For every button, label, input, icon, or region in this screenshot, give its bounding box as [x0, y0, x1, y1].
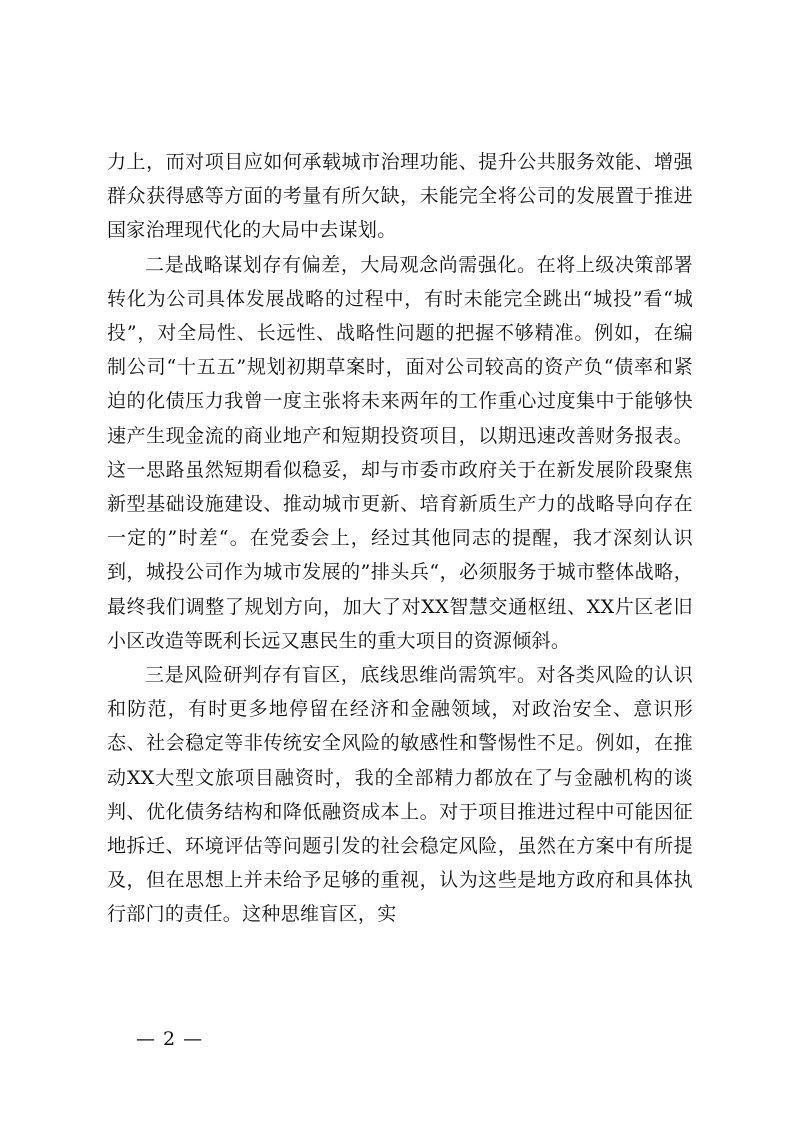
page-number: — 2 — — [136, 1028, 204, 1050]
paragraph-risk-assessment: 三是风险研判存有盲区，底线思维尚需筑牢。对各类风险的认识和防范，有时更多地停留在经济和金融领域，对政治安全、意识形态、社会稳定等非传统安全风险的敏感性和警惕性不足。例如，在推动XX大型文旅项目融资时，我的全部精力都放在了与金融机构的谈判、优化债务结构和降低融资成本上。对于项目推进过程中可能因征地拆迁、环境评估等问题引发的社会稳定风险，虽然在方案中有所提及，但在思想上并未给予足够的重视，认为这些是地方政府和具体执行部门的责任。这种思维盲区，实 — [107, 664, 693, 926]
paragraph-continuation: 力上，而对项目应如何承载城市治理功能、提升公共服务效能、增强群众获得感等方面的考量有所欠缺，未能完全将公司的发展置于推进国家治理现代化的大局中去谋划。 — [107, 151, 693, 242]
paragraph-strategy-planning: 二是战略谋划存有偏差，大局观念尚需强化。在将上级决策部署转化为公司具体发展战略的过程中，有时未能完全跳出“城投”看“城投”，对全局性、长远性、战略性问题的把握不够精准。例如，在编制公司“十五五”规划初期草案时，面对公司较高的资产负“债率和紧迫的化债压力我曾一度主张将未来两年的工作重心过度集中于能够快速产生现金流的商业地产和短期投资项目，以期迅速改善财务报表。这一思路虽然短期看似稳妥，却与市委市政府关于在新发展阶段聚焦新型基础设施建设、推动城市更新、培育新质生产力的战略导向存在一定的”时差“。在党委会上，经过其他同志的提醒，我才深刻认识到，城投公司作为城市发展的”排头兵“，必须服务于城市整体战略，最终我们调整了规划方向，加大了对XX智慧交通枢纽、XX片区老旧小区改造等既利长远又惠民生的重大项目的资源倾斜。 — [107, 253, 693, 652]
body-text — [107, 145, 693, 932]
